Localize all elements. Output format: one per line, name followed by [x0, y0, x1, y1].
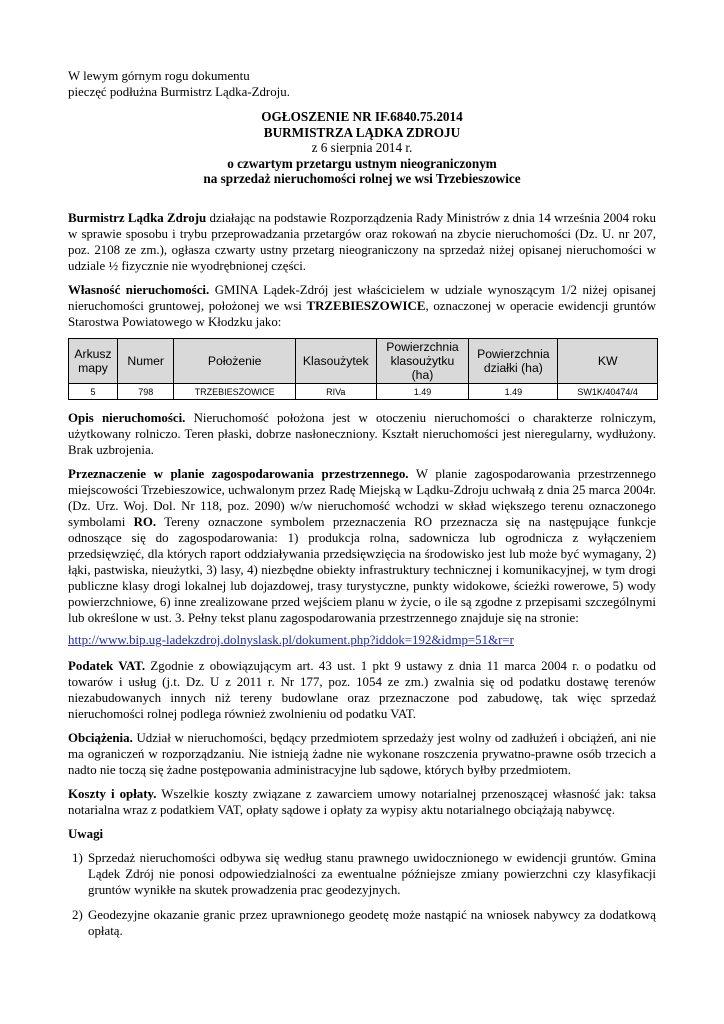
document-body: [68, 210, 656, 948]
cell-number: 798: [118, 384, 174, 400]
list-text: Sprzedaż nieruchomości odbywa się według stanu prawnego uwidocznionego w ewidencji gruntów. Gmina Lądek Zdrój nie ponosi odpowiedzialności za ewentualne późniejsze zmiany powierzchni czy klasyfikacji gruntów wynikłe na skutek prowadzenia prac geodezyjnych.: [88, 851, 656, 897]
plan-bold: Przeznaczenie w planie zagospodarowania przestrzennego.: [68, 467, 409, 481]
costs-paragraph: [68, 786, 656, 818]
encumbrance-bold: Obciążenia.: [68, 731, 133, 745]
ownership-bold: Własność nieruchomości.: [68, 283, 210, 297]
remarks-title: Uwagi: [68, 827, 104, 841]
list-number: 1): [72, 851, 83, 865]
encumbrance-text: Udział w nieruchomości, będący przedmiotem sprzedaży jest wolny od zadłużeń i obciążeń, ani nie ma ograniczeń w rozporządzaniu. Nie istnieją żadne nie wykonane roszczenia prywatno-prawne osób trzecich a nadto nie toczą się żadne postępowania administracyjne lub sądowe, których byłby przedmiotem.: [68, 731, 656, 777]
plan-text-2: Tereny oznaczone symbolem przeznaczenia RO przeznacza się na następujące funkcje odnoszące się do zagospodarowania: 1) produkcja rolna, sadownicza lub ogrodnicza z wyłączeniem przedsięwzięć, dla których raport oddziaływania przedsięwzięcia na środowisko jest lub może być wymagany, 2) łąki, pastwiska, nieużytki, 3) lasy, 4) niezbędne obiekty infrastruktury technicznej i komunikacyjnej, w tym drogi publiczne klasy drogi lokalnej lub dojazdowej, trasy turystyczne, punkty widokowe, ścieżki rowerowe, 5) wody powierzchniowe, 6) inne zrealizowane przed wejściem planu w życie, o ile są zgodne z przepisami szczególnymi lub określone w ust. 3. Pełny tekst planu zagospodarowania przestrzennego znajduje się na stronie:: [68, 515, 656, 625]
ownership-text: GMINA Lądek-Zdrój jest właścicielem w udziale wynoszącym 1/2 niżej opisanej nieruchomości gruntowej, położonej we wsi: [68, 283, 656, 313]
plan-link[interactable]: http://www.bip.ug-ladekzdroj.dolnyslask.pl/dokument.php?iddok=192&idmp=51&r=r: [68, 633, 514, 647]
col-land-class: Klasoużytek: [295, 339, 376, 384]
heading-subject-2: na sprzedaż nieruchomości rolnej we wsi Trzebieszowice: [203, 171, 521, 187]
heading-subject: o czwartym przetargu ustnym nieograniczonym: [227, 155, 497, 171]
description-text: Nieruchomość położona jest w otoczeniu nieruchomości o charakterze rolniczym, użytkowany rolniczo. Teren płaski, dobrze nasłoneczniony. Kształt nieruchomości jest nieregularny, wydłużony. Brak uzbrojenia.: [68, 411, 656, 457]
cell-plot-area: 1.49: [469, 384, 558, 400]
ownership-text-2: , oznaczonej w operacie ewidencji gruntów Starostwa Powiatowego w Kłodzku jako:: [68, 299, 657, 329]
table-header-row: [69, 339, 658, 384]
heading-date: z 6 sierpnia 2014 r.: [311, 140, 413, 156]
plan-symbol: RO.: [133, 515, 157, 529]
heading-number: OGŁOSZENIE NR IF.6840.75.2014: [261, 109, 463, 124]
vat-text: Zgodnie z obowiązującym art. 43 ust. 1 pkt 9 ustawy z dnia 11 marca 2004 r. o podatku od towarów i usług (j.t. Dz. U z 2011 r. Nr 177, poz. 1054 ze zm.) zwalnia się od podatku dostawę terenów niezabudowanych innych niż tereny budowlane oraz przeznaczone pod zabudowę, tak więc sprzedaż nieruchomości rolnej podlega również zwolnieniu od podatku VAT.: [68, 659, 657, 721]
costs-text: Wszelkie koszty związane z zawarciem umowy notarialnej przenoszącej własność jak: taksa notarialna wraz z podatkiem VAT, opłaty sądowe i opłaty za wypisy aktu notarialnego obciążają nabywcę.: [68, 787, 656, 817]
cell-class-area: 1.49: [376, 384, 469, 400]
plan-text: W planie zagospodarowania przestrzennego miejscowości Trzebieszowice, uchwalonym przez Radę Miejską w Lądku-Zdroju uchwałą z dnia 25 marca 2004r. (Dz. Urz. Woj. Dol. Nr 118, poz. 2090) w/w nieruchomość wchodzi w skład większego terenu oznaczonego symbolami: [68, 467, 657, 529]
list-item: [68, 907, 656, 939]
vat-paragraph: [68, 658, 656, 722]
col-plot-area: Powierzchnia działki (ha): [469, 339, 558, 384]
ownership-paragraph: [68, 282, 656, 330]
stamp-note: [68, 68, 628, 100]
vat-bold: Podatek VAT.: [68, 659, 146, 673]
cell-land-class: RIVa: [295, 384, 376, 400]
col-class-area: Powierzchnia klasoużytku (ha): [376, 339, 469, 384]
intro-paragraph: [68, 210, 656, 274]
plan-paragraph: [68, 466, 656, 626]
heading-authority: BURMISTRZA LĄDKA ZDROJU: [263, 124, 461, 140]
intro-text: działając na podstawie Rozporządzenia Rady Ministrów z dnia 14 września 2004 roku w sprawie sposobu i trybu przeprowadzania przetargów oraz rokowań na zbycie nieruchomości (Dz. U. nr 207, poz. 2108 ze zm.), ogłasza czwarty ustny przetarg nieograniczony na sprzedaż niżej opisanej nieruchomości w udziale ½ fizycznie nie wyodrębnionej części.: [68, 211, 656, 273]
description-paragraph: [68, 410, 656, 458]
list-number: 2): [72, 908, 83, 922]
cell-sheet: 5: [69, 384, 118, 400]
list-item: [68, 850, 656, 898]
intro-bold: Burmistrz Lądka Zdroju: [68, 211, 207, 225]
col-sheet: Arkusz mapy: [69, 339, 118, 384]
costs-bold: Koszty i opłaty.: [68, 787, 157, 801]
cell-location: TRZEBIESZOWICE: [174, 384, 296, 400]
list-text: Geodezyjne okazanie granic przez uprawnionego geodetę może nastąpić na wniosek nabywcy za dodatkową opłatą.: [88, 908, 656, 938]
description-bold: Opis nieruchomości.: [68, 411, 186, 425]
remarks-list: [68, 850, 656, 939]
parcel-table: [68, 338, 658, 400]
table-row: [69, 384, 658, 400]
encumbrance-paragraph: [68, 730, 656, 778]
col-number: Numer: [118, 339, 174, 384]
col-kw: KW: [558, 339, 658, 384]
announcement-heading: [68, 109, 656, 187]
note-line: W lewym górnym rogu dokumentu: [68, 69, 250, 83]
village-name: TRZEBIESZOWICE: [306, 299, 426, 313]
note-line: pieczęć podłużna Burmistrz Lądka-Zdroju.: [68, 85, 290, 99]
cell-kw: SW1K/40474/4: [558, 384, 658, 400]
col-location: Położenie: [174, 339, 296, 384]
